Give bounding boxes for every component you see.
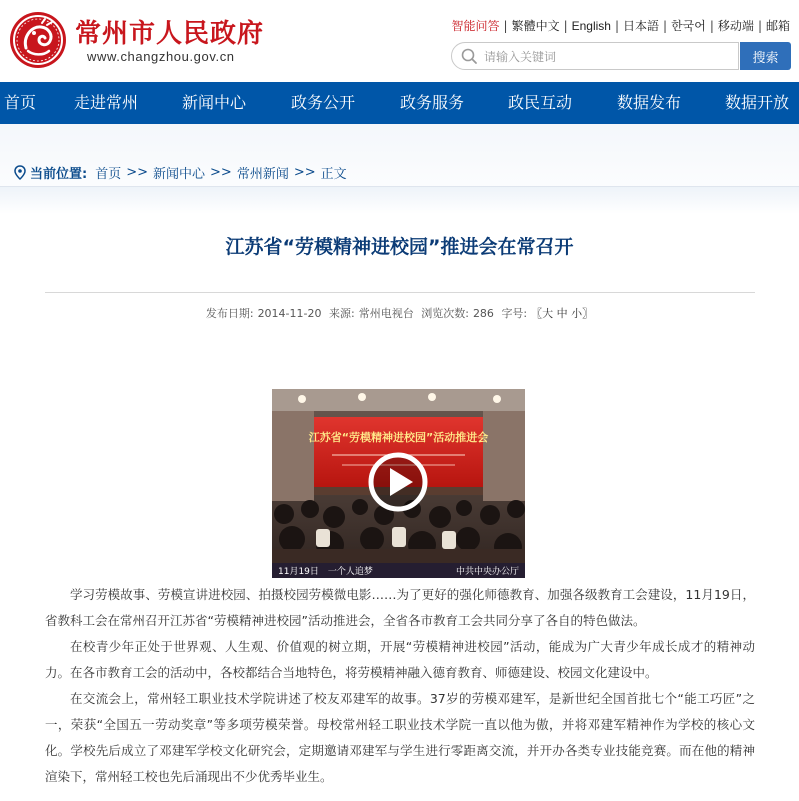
breadcrumb-separator: >>: [126, 165, 149, 180]
font-size-label: 字号:: [501, 307, 528, 320]
nav-item-open-data[interactable]: 数据开放: [725, 93, 790, 112]
article-meta: [0, 305, 799, 321]
top-links: [452, 17, 791, 34]
top-link-japanese[interactable]: 日本語: [623, 19, 660, 33]
link-separator: |: [663, 18, 668, 33]
breadcrumb-label: 当前位置:: [30, 167, 88, 182]
breadcrumb-separator: >>: [210, 165, 232, 180]
link-separator: |: [614, 18, 620, 33]
video-frame: [272, 389, 525, 578]
date-label: 发布日期:: [205, 307, 254, 320]
nav-item-services[interactable]: 政务服务: [400, 93, 465, 112]
article-paragraph: 学习劳模故事、劳模宣讲进校园、拍摄校园劳模微电影……为了更好的强化师德教育、加强各级教育工会建设，11月19日，省教科工会在常州召开江苏省“劳模精神进校园”活动推进会，全省各市教育工会共同分享了各自的特色做法。: [45, 587, 755, 628]
article-paragraph: 在交流会上，常州轻工职业技术学院讲述了校友邓建军的故事。37岁的劳模邓建军，是新世纪全国首批七个“能工巧匠”之一，荣获“全国五一劳动奖章”等多项劳模荣誉。母校常州轻工职业技术学院一直以他为傲，并将邓建军精神作为学校的核心文化。学校先后成立了邓建军学校文化研究会，定期邀请邓建军与学生进行零距离交流，并开办各类专业技能竞赛。而在他的精神渲染下，常州轻工校也先后涌现出不少优秀毕业生。: [45, 691, 755, 784]
breadcrumb-item-article[interactable]: 正文: [320, 167, 347, 182]
breadcrumb-item-news-center[interactable]: 新闻中心: [153, 167, 206, 182]
site-url: www.changzhou.gov.cn: [87, 49, 235, 64]
article-source: 常州电视台: [358, 307, 414, 320]
nav-item-affairs[interactable]: 政务公开: [291, 93, 356, 112]
video-caption-left: 11月19日 一个人追梦: [278, 567, 373, 577]
breadcrumb-separator: >>: [293, 165, 316, 180]
top-link-traditional[interactable]: 繁體中文: [511, 19, 560, 33]
nav-item-home[interactable]: 首页: [4, 93, 37, 112]
breadcrumb-item-home[interactable]: 首页: [95, 167, 122, 182]
play-icon[interactable]: [371, 455, 425, 509]
site-header: [0, 0, 799, 82]
video-player[interactable]: [272, 389, 525, 578]
nav-item-interaction[interactable]: 政民互动: [508, 93, 573, 112]
main-nav: [0, 82, 799, 124]
search-box: [451, 42, 739, 70]
font-size-switcher[interactable]: 〖大 中 小〗: [531, 307, 594, 320]
breadcrumb-shadow: [0, 187, 799, 214]
article-title: 江苏省“劳模精神进校园”推进会在常召开: [225, 236, 574, 258]
top-link-qa[interactable]: 智能问答: [451, 19, 500, 33]
video-banner-text: 江苏省“劳模精神进校园”活动推进会: [308, 431, 489, 444]
site-title[interactable]: 常州市人民政府: [75, 19, 265, 49]
views-label: 浏览次数:: [421, 307, 469, 320]
dragon-emblem-icon[interactable]: [9, 11, 67, 69]
link-separator: |: [757, 18, 762, 33]
search-bar: [451, 42, 791, 70]
link-separator: |: [503, 18, 508, 33]
search-icon: [460, 47, 478, 65]
location-pin-icon: [14, 165, 26, 180]
nav-item-data-release[interactable]: 数据发布: [617, 93, 682, 112]
view-count: 286: [472, 307, 494, 320]
search-input[interactable]: [482, 46, 726, 68]
link-separator: |: [709, 18, 714, 33]
top-link-korean[interactable]: 한국어: [671, 19, 706, 33]
nav-item-about[interactable]: 走进常州: [74, 93, 139, 112]
top-link-mail[interactable]: 邮箱: [765, 19, 790, 33]
article-paragraph: 在校青少年正处于世界观、人生观、价值观的树立期，开展“劳模精神进校园”活动，能成为广大青少年成长成才的精神动力。在各市教育工会的活动中，各校都结合当地特色，将劳模精神融入德育教育、师德建设、校园文化建设中。: [45, 639, 755, 680]
source-label: 来源:: [329, 307, 355, 320]
top-link-mobile[interactable]: 移动端: [717, 19, 754, 33]
video-caption-right: 中共中央办公厅: [455, 567, 519, 577]
top-link-english[interactable]: English: [571, 18, 611, 33]
link-separator: |: [563, 18, 568, 33]
article-body: [45, 582, 755, 790]
search-button[interactable]: 搜索: [740, 42, 791, 70]
breadcrumb: [14, 163, 347, 182]
title-divider: [45, 292, 755, 293]
publish-date: 2014-11-20: [257, 307, 322, 320]
nav-item-news[interactable]: 新闻中心: [182, 93, 247, 112]
breadcrumb-item-changzhou-news[interactable]: 常州新闻: [236, 167, 289, 182]
